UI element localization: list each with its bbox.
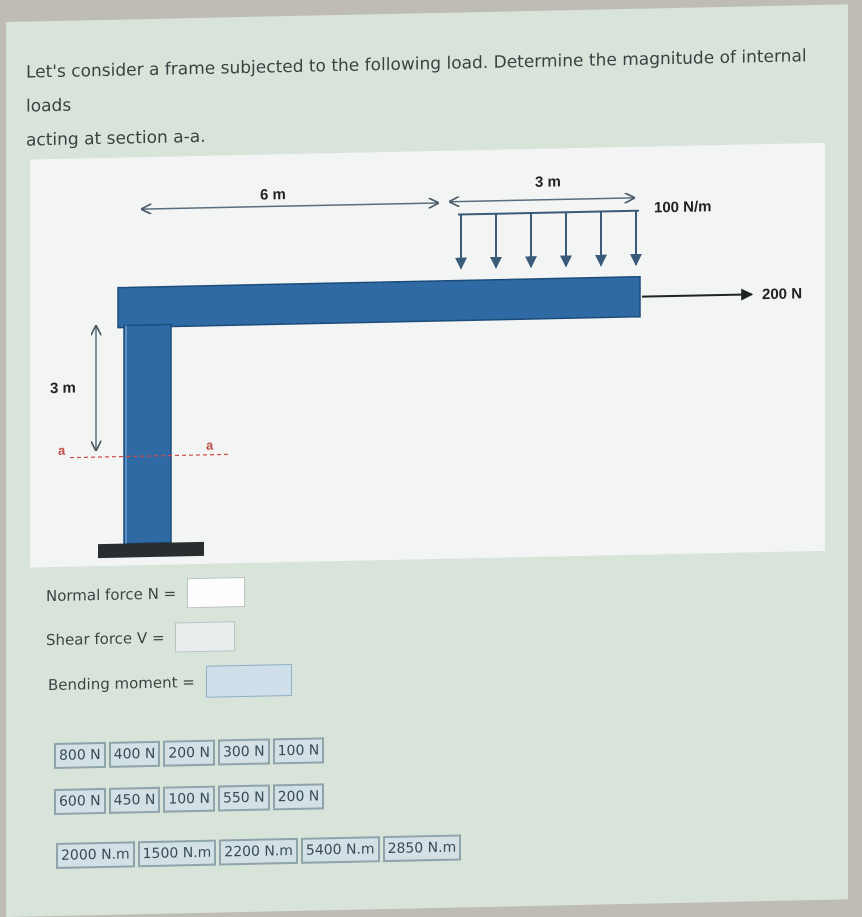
normal-force-row	[46, 577, 245, 611]
choice-chip[interactable]: 100 N	[273, 737, 325, 764]
horizontal-beam	[118, 277, 640, 328]
choice-chip[interactable]: 600 N	[54, 788, 106, 815]
height-dimension-label: 3 m	[50, 379, 76, 398]
span-dimension-label: 6 m	[260, 186, 286, 204]
choice-chip[interactable]: 400 N	[109, 741, 161, 768]
frame-svg	[30, 143, 825, 568]
point-load-arrow	[642, 294, 752, 296]
choice-chip[interactable]: 200 N	[163, 740, 215, 767]
bending-moment-drop-target[interactable]	[206, 664, 292, 698]
distributed-load-label: 100 N/m	[654, 198, 712, 217]
span-dimension-line	[142, 203, 438, 209]
shear-force-drop-target[interactable]	[175, 621, 235, 652]
question-page	[6, 4, 848, 917]
load-dimension-label: 3 m	[535, 173, 561, 191]
choice-chip[interactable]: 2200 N.m	[219, 838, 298, 866]
choice-chip[interactable]: 1500 N.m	[138, 840, 217, 868]
choice-chip[interactable]: 2000 N.m	[56, 841, 135, 869]
choice-chip[interactable]: 800 N	[54, 742, 106, 769]
moment-choices-row	[56, 834, 464, 869]
normal-force-label: Normal force N =	[46, 584, 177, 606]
normal-force-drop-target[interactable]	[187, 577, 245, 608]
load-dimension-line	[450, 198, 634, 202]
force-choices-row-2	[54, 783, 327, 815]
distributed-load-top	[458, 211, 639, 215]
shear-force-row	[46, 621, 235, 655]
choice-chip[interactable]: 200 N	[273, 783, 325, 810]
question-line-2: acting at section a-a.	[26, 126, 206, 151]
choice-chip[interactable]: 300 N	[218, 738, 270, 765]
fixed-support	[98, 542, 204, 558]
choice-chip[interactable]: 100 N	[163, 786, 215, 813]
bending-moment-row	[48, 664, 292, 701]
bending-moment-label: Bending moment =	[48, 673, 195, 695]
vertical-column	[124, 325, 171, 544]
frame-diagram	[30, 143, 825, 568]
point-load-label: 200 N	[762, 285, 803, 304]
choice-chip[interactable]: 450 N	[109, 787, 161, 814]
question-text	[26, 39, 826, 158]
distributed-load-arrows	[461, 211, 636, 269]
shear-force-label: Shear force V =	[46, 628, 165, 650]
choice-chip[interactable]: 5400 N.m	[301, 836, 380, 864]
force-choices-row-1	[54, 737, 327, 769]
question-line-1: Let's consider a frame subjected to the following load. Determine the magnitude of internal loads	[26, 46, 807, 117]
section-label-right: a	[206, 437, 214, 453]
choice-chip[interactable]: 2850 N.m	[383, 834, 462, 862]
choice-chip[interactable]: 550 N	[218, 784, 270, 811]
section-label-left: a	[58, 442, 66, 458]
